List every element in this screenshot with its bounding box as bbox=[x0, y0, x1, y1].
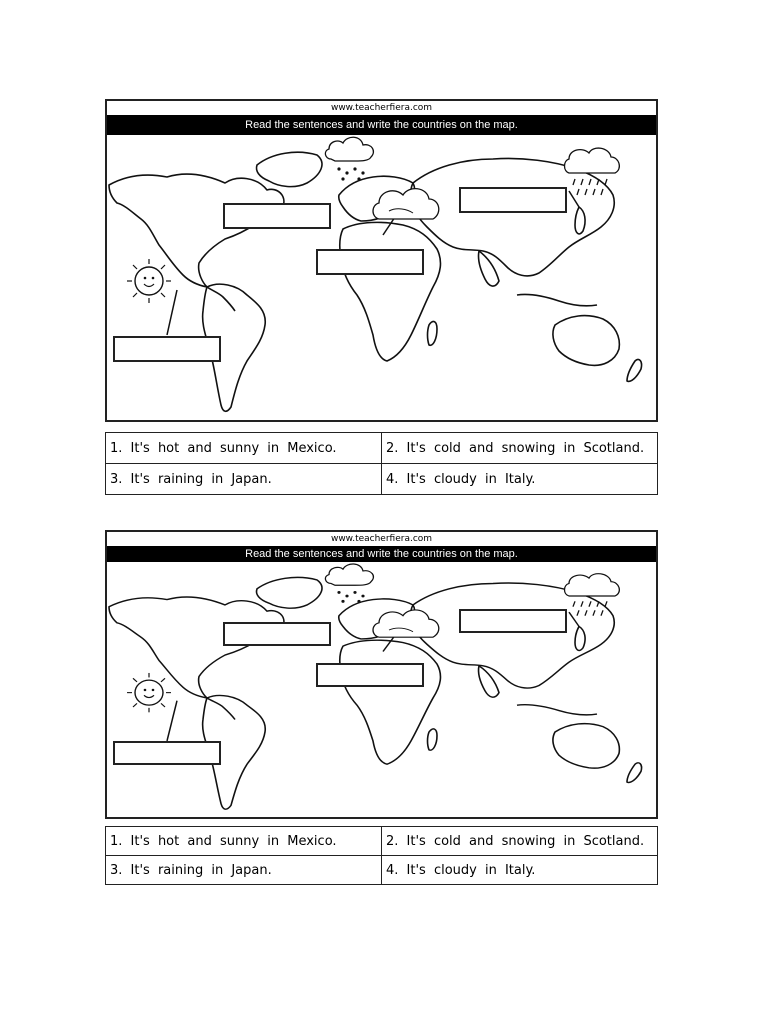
answer-box-italy[interactable] bbox=[316, 249, 424, 275]
north-america-outline bbox=[109, 174, 284, 287]
website-url: www.teacherfiera.com bbox=[330, 103, 433, 113]
africa-outline bbox=[340, 640, 441, 764]
pointer-line-mexico bbox=[167, 290, 177, 335]
sentence-2: 2. It's cold and snowing in Scotland. bbox=[382, 433, 658, 464]
website-url: www.teacherfiera.com bbox=[330, 534, 433, 544]
sentence-4: 4. It's cloudy in Italy. bbox=[382, 856, 658, 885]
new-zealand-outline bbox=[627, 763, 642, 783]
answer-box-mexico[interactable] bbox=[113, 741, 221, 765]
snow-cloud-icon bbox=[325, 137, 373, 180]
instruction-banner: Read the sentences and write the countries on the map. bbox=[107, 115, 656, 135]
answer-box-scotland[interactable] bbox=[223, 203, 331, 229]
japan-outline bbox=[575, 207, 585, 234]
sun-icon bbox=[127, 259, 171, 303]
world-map-outline bbox=[107, 135, 656, 420]
cloud-icon bbox=[373, 189, 439, 219]
north-america-outline bbox=[109, 597, 284, 698]
world-map bbox=[107, 135, 656, 420]
africa-outline bbox=[340, 222, 441, 361]
rain-cloud-icon bbox=[565, 574, 620, 616]
answer-box-italy[interactable] bbox=[316, 663, 424, 687]
pointer-line-italy bbox=[383, 217, 395, 235]
worksheet-2 bbox=[105, 530, 658, 819]
asia-outline bbox=[411, 583, 615, 688]
australia-outline bbox=[553, 316, 619, 366]
table-row bbox=[106, 464, 658, 495]
sentence-3: 3. It's raining in Japan. bbox=[106, 856, 382, 885]
instruction-banner: Read the sentences and write the countries on the map. bbox=[107, 546, 656, 562]
rain-cloud-icon bbox=[565, 148, 620, 195]
sun-icon bbox=[127, 673, 171, 712]
answer-box-japan[interactable] bbox=[459, 187, 567, 213]
table-row bbox=[106, 827, 658, 856]
table-row bbox=[106, 856, 658, 885]
pointer-line-mexico bbox=[167, 701, 177, 741]
indonesia-outline bbox=[517, 705, 597, 715]
madagascar-outline bbox=[428, 729, 438, 750]
answer-box-mexico[interactable] bbox=[113, 336, 221, 362]
sentence-1: 1. It's hot and sunny in Mexico. bbox=[106, 433, 382, 464]
sentence-2: 2. It's cold and snowing in Scotland. bbox=[382, 827, 658, 856]
australia-outline bbox=[553, 724, 619, 769]
madagascar-outline bbox=[428, 322, 438, 346]
world-map bbox=[107, 562, 656, 817]
new-zealand-outline bbox=[627, 359, 642, 381]
asia-outline bbox=[411, 158, 615, 275]
sentence-3: 3. It's raining in Japan. bbox=[106, 464, 382, 495]
answer-box-scotland[interactable] bbox=[223, 622, 331, 646]
pointer-line-italy bbox=[383, 635, 395, 651]
table-row bbox=[106, 433, 658, 464]
indonesia-outline bbox=[517, 294, 597, 305]
sentence-4: 4. It's cloudy in Italy. bbox=[382, 464, 658, 495]
snow-cloud-icon bbox=[325, 564, 373, 603]
sentences-table-2 bbox=[105, 826, 658, 885]
central-america-outline bbox=[207, 287, 235, 311]
japan-outline bbox=[575, 626, 585, 650]
central-america-outline bbox=[207, 698, 235, 719]
cloud-icon bbox=[373, 610, 439, 637]
answer-box-japan[interactable] bbox=[459, 609, 567, 633]
sentences-table-1 bbox=[105, 432, 658, 495]
greenland-outline bbox=[257, 577, 322, 608]
worksheet-1 bbox=[105, 99, 658, 422]
world-map-outline bbox=[107, 562, 656, 817]
greenland-outline bbox=[257, 152, 322, 186]
sentence-1: 1. It's hot and sunny in Mexico. bbox=[106, 827, 382, 856]
